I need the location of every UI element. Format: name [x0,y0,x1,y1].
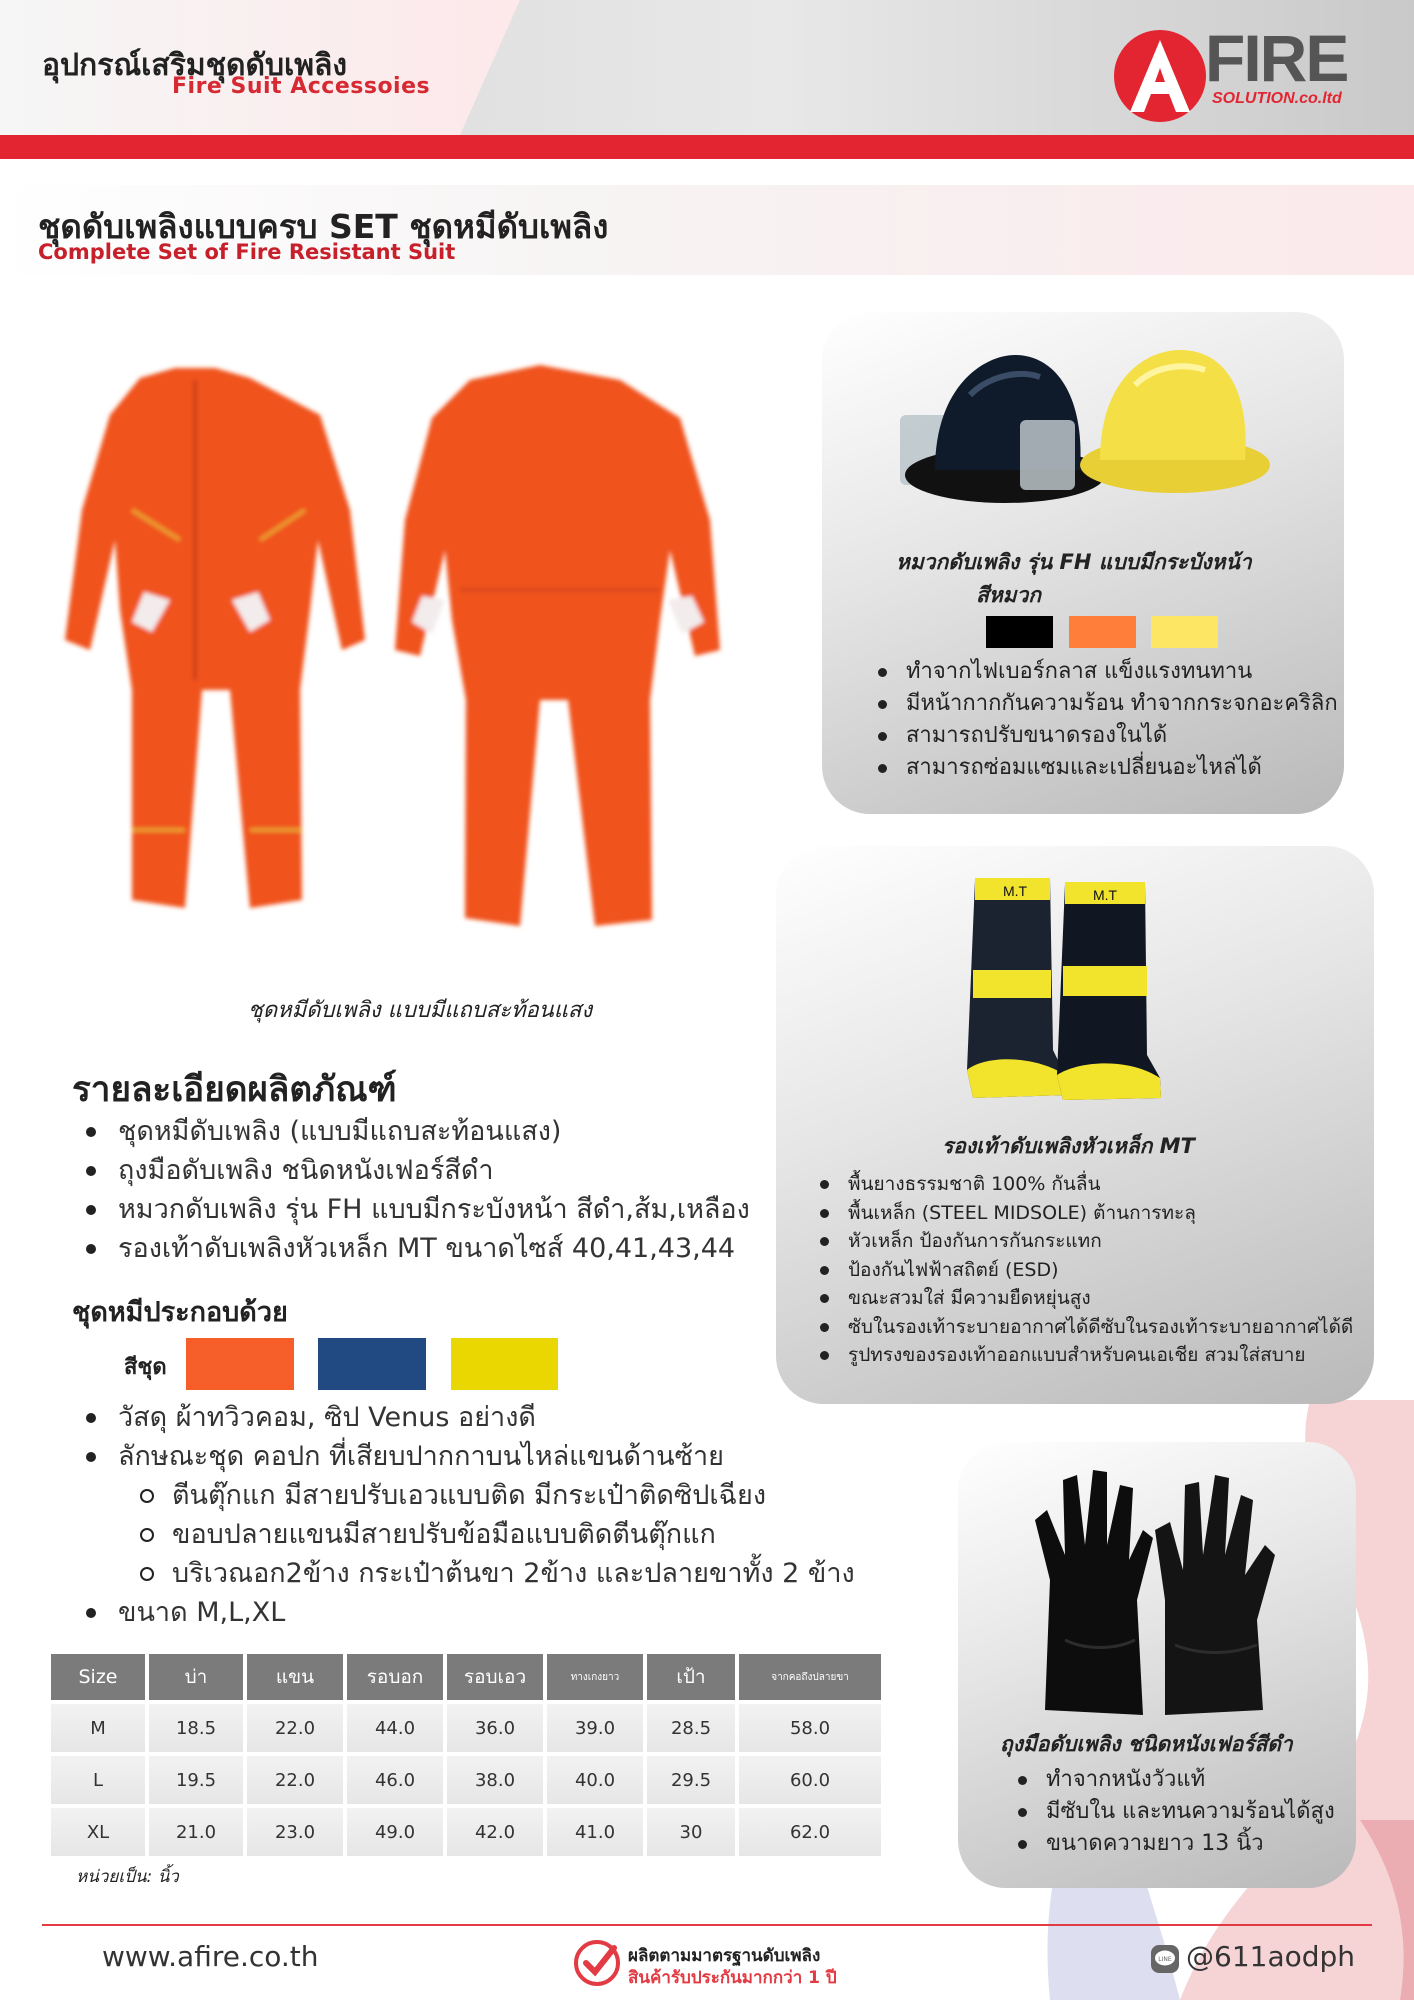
helmet-feature-list [866,656,1338,784]
list-item: ทำจากหนังวัวแท้ [1006,1764,1335,1796]
boots-feature-list [808,1170,1353,1370]
list-item: ซับในรองเท้าระบายอากาศได้ดีซับในรองเท้าระบายอากาศได้ดี [808,1313,1353,1342]
table-cell: 19.5 [149,1756,243,1804]
details-title: รายละเอียดผลิตภัณฑ์ [72,1070,397,1110]
table-header: เป้า [647,1654,735,1700]
table-row [51,1808,881,1856]
table-header: บ่า [149,1654,243,1700]
list-item: หมวกดับเพลิง รุ่น FH แบบมีกระบังหน้า สีดำ,ส้ม,เหลือง [72,1190,750,1229]
table-cell: XL [51,1808,145,1856]
table-cell: 62.0 [739,1808,881,1856]
table-cell: 41.0 [547,1808,643,1856]
table-cell: 29.5 [647,1756,735,1804]
table-cell: 18.5 [149,1704,243,1752]
list-item: รองเท้าดับเพลิงหัวเหล็ก MT ขนาดไซส์ 40,41,43,44 [72,1229,750,1268]
list-item: พื้นยางธรรมชาติ 100% กันลื่น [808,1170,1353,1199]
list-item: มีหน้ากากกันความร้อน ทำจากกระจกอะคริลิก [866,688,1338,720]
header-title: อุปกรณ์เสริมชุดดับเพลิง [42,48,348,83]
table-cell: L [51,1756,145,1804]
list-item: ลักษณะชุด คอปก ที่เสียบปากกาบนไหล่แขนด้านซ้าย [72,1437,855,1476]
section-subtitle: Complete Set of Fire Resistant Suit [38,240,456,264]
suit-color-swatch-navy [318,1338,426,1390]
footer-standard-line2: สินค้ารับประกันมากกว่า 1 ปี [628,1968,837,1988]
table-cell: 22.0 [247,1704,343,1752]
list-subitem: บริเวณอก2ข้าง กระเป๋าต้นขา 2ข้าง และปลายขาทั้ง 2 ข้าง [72,1554,855,1593]
suit-color-swatch-yellow [451,1338,558,1390]
gloves-feature-list [1006,1764,1335,1860]
suit-caption: ชุดหมีดับเพลิง แบบมีแถบสะท้อนแสง [247,998,593,1023]
table-cell: 60.0 [739,1756,881,1804]
table-cell: 44.0 [347,1704,443,1752]
check-badge-icon [572,1938,622,1988]
table-header: ทางเกงยาว [547,1654,643,1700]
table-cell: 58.0 [739,1704,881,1752]
boot-label-right: M.T [1092,887,1118,903]
helmet-color-swatch-orange [1069,616,1136,648]
table-cell: 46.0 [347,1756,443,1804]
table-cell: M [51,1704,145,1752]
boot-label-left: M.T [1002,883,1028,899]
list-item: มีซับใน และทนความร้อนได้สูง [1006,1796,1335,1828]
table-unit-note: หน่วยเป็น: นิ้ว [76,1867,179,1887]
footer-divider [42,1924,1372,1926]
table-header: รอบอก [347,1654,443,1700]
footer-standard-line1: ผลิตตามมาตรฐานดับเพลิง [628,1946,821,1966]
composition-list [72,1398,855,1632]
list-item: วัสดุ ผ้าทวิวคอม, ซิป Venus อย่างดี [72,1398,855,1437]
table-cell: 22.0 [247,1756,343,1804]
table-cell: 39.0 [547,1704,643,1752]
list-subitem: ขอบปลายแขนมีสายปรับข้อมือแบบติดตีนตุ๊กแก [72,1515,855,1554]
table-cell: 40.0 [547,1756,643,1804]
table-header: Size [51,1654,145,1700]
table-cell: 21.0 [149,1808,243,1856]
table-header-row [51,1654,881,1700]
fire-suit-image [20,360,750,960]
list-item: หัวเหล็ก ป้องกันการกันกระแทก [808,1227,1353,1256]
header-subtitle: Fire Suit Accessoies [172,74,431,99]
table-header: รอบเอว [447,1654,543,1700]
list-item: ขนาด M,L,XL [72,1593,855,1632]
list-item: สามารถซ่อมแซมและเปลี่ยนอะไหล่ได้ [866,752,1338,784]
helmet-image [880,325,1280,525]
logo-text: FIRE [1205,21,1348,95]
list-item: ถุงมือดับเพลิง ชนิดหนังเฟอร์สีดำ [72,1151,750,1190]
table-header: แขน [247,1654,343,1700]
list-item: ขนาดความยาว 13 นิ้ว [1006,1828,1335,1860]
logo-subtext: SOLUTION.co.ltd [1212,90,1342,107]
table-cell: 49.0 [347,1808,443,1856]
afire-a-logo-icon [1110,26,1210,126]
table-cell: 36.0 [447,1704,543,1752]
table-cell: 23.0 [247,1808,343,1856]
suit-color-label: สีชุด [124,1355,167,1380]
table-cell: 30 [647,1808,735,1856]
list-subitem: ตีนตุ๊กแก มีสายปรับเอวแบบติด มีกระเป๋าติดซิปเฉียง [72,1476,855,1515]
details-list [72,1112,750,1268]
line-app-icon [1150,1944,1180,1974]
table-header: จากคอถึงปลายขา [739,1654,881,1700]
header-red-stripe [0,135,1414,159]
helmet-color-swatch-yellow [1151,616,1218,648]
gloves-caption: ถุงมือดับเพลิง ชนิดหนังเฟอร์สีดำ [1000,1732,1293,1756]
table-row [51,1756,881,1804]
list-item: รูปทรงของรองเท้าออกแบบสำหรับคนเอเชีย สวมใส่สบาย [808,1341,1353,1370]
table-row [51,1704,881,1752]
footer-website-link[interactable]: www.afire.co.th [102,1940,319,1973]
svg-text:LINE: LINE [1158,1956,1172,1963]
table-cell: 42.0 [447,1808,543,1856]
list-item: สามารถปรับขนาดรองในได้ [866,720,1338,752]
section-title: ชุดดับเพลิงแบบครบ SET ชุดหมีดับเพลิง [38,207,609,246]
size-table [47,1650,885,1860]
boots-caption: รองเท้าดับเพลิงหัวเหล็ก MT [942,1134,1195,1158]
list-item: ขณะสวมใส่ มีความยืดหยุ่นสูง [808,1284,1353,1313]
list-item: พื้นเหล็ก (STEEL MIDSOLE) ต้านการทะลุ [808,1199,1353,1228]
footer-line-id[interactable]: @611aodph [1186,1940,1356,1973]
suit-color-swatch-orange [186,1338,294,1390]
helmet-color-swatch-black [986,616,1053,648]
list-item: ชุดหมีดับเพลิง (แบบมีแถบสะท้อนแสง) [72,1112,750,1151]
helmet-caption: หมวกดับเพลิง รุ่น FH แบบมีกระบังหน้า [896,550,1252,574]
table-cell: 38.0 [447,1756,543,1804]
boots-image [955,870,1175,1110]
table-cell: 28.5 [647,1704,735,1752]
gloves-image [1025,1460,1290,1720]
list-item: ป้องกันไฟฟ้าสถิตย์ (ESD) [808,1256,1353,1285]
composition-title: ชุดหมีประกอบด้วย [72,1297,288,1328]
helmet-color-label: สีหมวก [976,583,1042,607]
list-item: ทำจากไฟเบอร์กลาส แข็งแรงทนทาน [866,656,1338,688]
